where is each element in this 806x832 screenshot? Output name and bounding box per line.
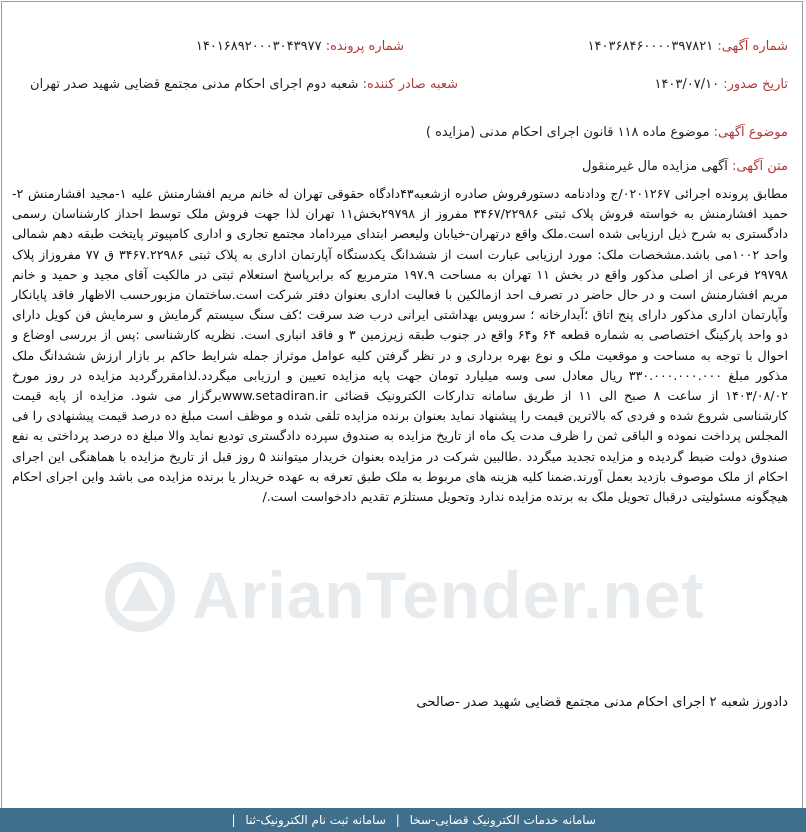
footer-bar [0,808,806,832]
footer-link-sana[interactable]: سامانه ثبت نام الکترونیک-ثنا [245,813,386,827]
subject-value: موضوع ماده ۱۱۸ قانون اجرای احکام مدنی (مزایده ) [425,125,710,140]
subject-label: موضوع آگهی: [713,125,788,140]
notice-text-title: آگهی مزایده مال غیرمنقول [582,159,728,174]
footer-trailing-separator: | [231,813,236,827]
issue-date-value: ۱۴۰۳/۰۷/۱۰ [654,77,720,92]
watermark-text: ArianTender.net [192,558,705,632]
issuer-value: شعبه دوم اجرای احکام مدنی مجتمع قضایی شهید صدر تهران [30,77,359,92]
notice-number-row [588,38,788,56]
footer-link-sakha[interactable]: سامانه خدمات الکترونیک قضایی-سخا [409,813,596,827]
notice-number-value: ۱۴۰۳۶۸۴۶۰۰۰۰۳۹۷۸۲۱ [587,39,714,54]
watermark [102,557,705,647]
signature: دادورز شعبه ۲ اجرای احکام مدنی مجتمع قضایی شهید صدر -صالحی [416,695,788,710]
issue-date-label: تاریخ صدور: [723,77,788,92]
issuer-row [30,76,458,94]
notice-text-label: متن آگهی: [732,159,788,174]
notice-frame [1,1,803,829]
issuer-label: شعبه صادر کننده: [362,77,458,92]
subject-row [426,124,788,142]
case-number-value: ۱۴۰۱۶۸۹۲۰۰۰۳۰۴۳۹۷۷ [195,39,322,54]
footer-separator: | [395,813,400,827]
arian-logo-icon [102,559,178,635]
case-number-row [196,38,404,56]
notice-text-title-row [582,158,788,176]
case-number-label: شماره پرونده: [325,39,404,54]
issue-date-row [654,76,788,94]
notice-number-label: شماره آگهی: [717,39,788,54]
notice-body: مطابق پرونده اجرائی ۰۲۰۱۲۶۷/ج ودادنامه دستورفروش صادره ازشعبه۴۳دادگاه حقوقی تهران له خانم مریم افشارمنش علیه ۱-مجید افشارمنش ۲-حمید افشارمنش به خواسته فروش پلاک ثبتی ۳۴۶۷/۲۲۹۸۶ مفروز از ۲۹۷۹۸بخش۱۱ تهران لذا جهت فروش ملک توسط احداز کارشناسان رسمی دادگستری به شرح ذیل ارزیابی شده است.ملک واقع درتهران-خیابان ولیعصر ابتدای میرداماد مجتمع تجاری و اداری کامپیوتر پایتخت طبقه دهم شمالی واحد ۱۰۰۲می باشد.مشخصات ملک: مورد ارزیابی عبارت است از ششدانگ یکدستگاه آپارتمان اداری به پلاک ثبتی ۳۴۶۷.۲۲۹۸۶ ق ۷۷ مفروزاز پلاک ۲۹۷۹۸ فرعی از اصلی مذکور واقع در بخش ۱۱ تهران به مساحت ۱۹۷.۹ مترمربع که برابرپاسخ استعلام ثبتی در مالکیت آقای مجید و حمید و خانم مریم افشارمنش است و در حال حاضر در تصرف احد ازمالکین با فعالیت اداری بعنوان دفتر شرکت است.ساختمان مزبورحسب الاظهار فاقد پایانکار وآپارتمان اداری مذکور دارای پنج اتاق ؛آبدارخانه ؛ سرویس بهداشتی ایرانی درب ضد سرقت ؛کف سنگ سیستم گرمایش و سرمایش فن کویل دارای دو واحد پارکینگ اختصاصی به شماره قطعه ۶۴ و۶۴ واقع در جنوب طبقه زیرزمین ۳ و فاقد انباری است. نظریه کارشناسی :پس از بررسی اوضاع و احوال با توجه به مساحت و موقعیت ملک و نوع بهره برداری و در نظر گرفتن کلیه عوامل موثراز جمله شرایط حاکم بر بازار ارزش ششدانگ ملک مذکور مبلغ ۳۳۰.۰۰۰.۰۰۰.۰۰۰ ریال معادل سی وسه میلیارد تومان جهت پایه مزایده تعیین و ارزیابی میگردد.لذامقررگردید مزایده در روز مورخ ۱۴۰۳/۰۸/۰۲ از ساعت ۸ صبح الی ۱۱ از طریق سامانه تدارکات الکترونیک قضائی www.setadiran.irبرگزار می شود. مزایده از پایه قیمت کارشناسی شروع شده و فردی که بالاترین قیمت را پیشنهاد نماید بعنوان برنده مزایده تلقی شده و موظف است مبلغ ده درصد قیمت پیشنهادی را فی المجلس پرداخت نموده و الباقی ثمن را ظرف مدت یک ماه از تاریخ مزایده به صندوق سپرده دادگستری تودیع نماید والا مبلغ ده درصد پرداختی به نفع صندوق دولت ضبط گردیده و مزایده تجدید میگردد .طالبین شرکت در مزایده بعنوان خریدار میتوانند ۵ روز قبل از تاریخ مزایده با هماهنگی این اجرای احکام از ملک موصوف بازدید بعمل آورند.ضمنا کلیه هزینه های مربوط به ملک طبق تعرفه به عهده خریدار یا برنده مزایده می باشد واین اجرای احکام هیچگونه مسئولیتی درقبال تحویل ملک به برنده مزایده ندارد وتحویل مستلزم تقدیم دادخواست است./ [12,186,789,505]
footer-links [226,808,596,832]
